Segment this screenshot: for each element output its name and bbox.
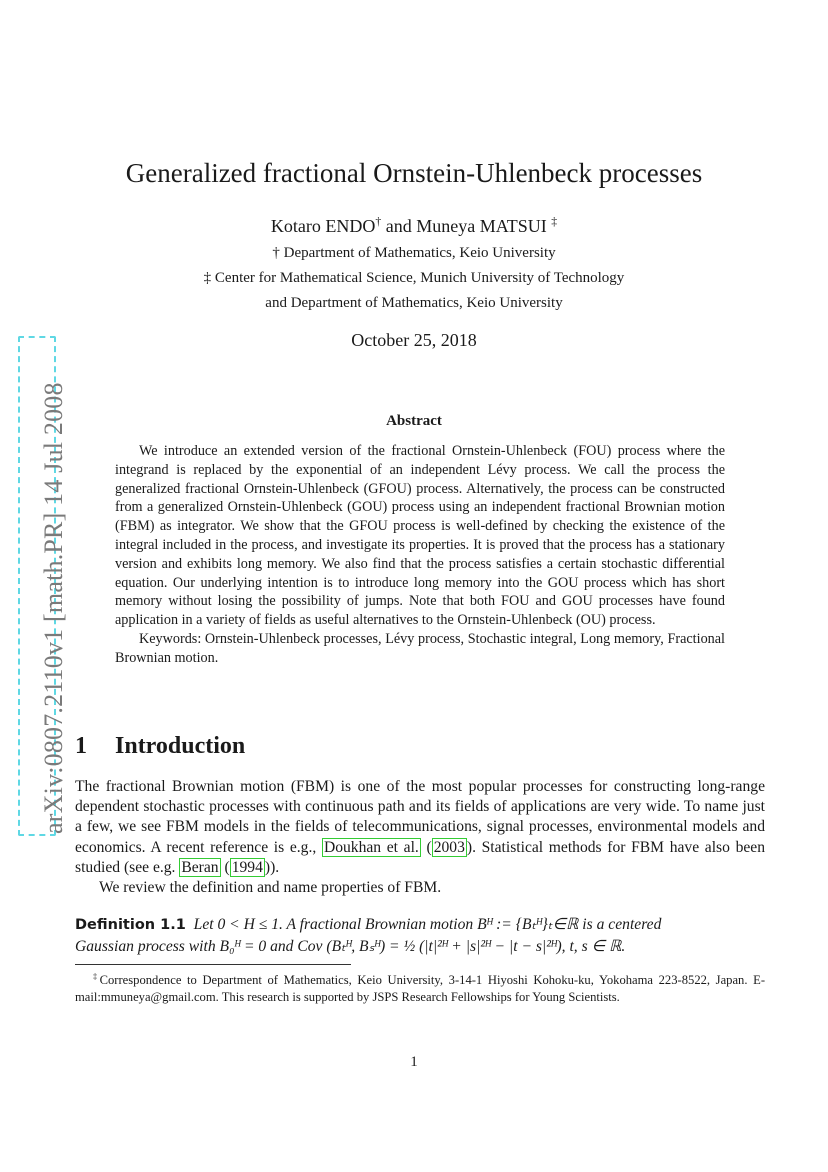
affiliation-3: and Department of Mathematics, Keio University (265, 295, 563, 311)
author-line (0, 215, 828, 237)
paper-title: Generalized fractional Ornstein-Uhlenbeck processes (125, 158, 703, 188)
page-number: 1 (410, 1054, 418, 1070)
section-title: Introduction (115, 733, 246, 759)
definition-text-1: Let 0 < H ≤ 1. A fractional Brownian motion Bᴴ := {Bₜᴴ}ₜ∈ℝ is a centered (193, 916, 662, 933)
footnote-mark: ‡ (93, 972, 100, 981)
citation-beran-year-link[interactable]: 1994 (231, 858, 263, 876)
citation-doukhan-year-link[interactable]: 2003 (433, 838, 465, 856)
definition-block (75, 914, 765, 957)
definition-line-1 (75, 914, 765, 936)
definition-text-2: Gaussian process with B₀ᴴ = 0 and Cov (Bₜᴴ, Bₛᴴ) = ½ (|t|²ᴴ + |s|²ᴴ − |t − s|²ᴴ), t, s ∈ ℝ. (75, 938, 626, 955)
definition-label: Definition 1.1 (75, 917, 186, 933)
section-heading (75, 733, 245, 760)
author-matsui: Muneya MATSUI (416, 216, 552, 236)
abstract-keywords: Keywords: Ornstein-Uhlenbeck processes, Lévy process, Stochastic integral, Long memory, Fractional Brownian motion. (115, 630, 725, 666)
author-endo: Kotaro ENDO (270, 216, 376, 236)
citation-paren: ). (466, 838, 476, 856)
abstract-heading: Abstract (386, 413, 442, 429)
abstract-text: We introduce an extended version of the fractional Ornstein-Uhlenbeck (FOU) process where the integrand is replaced by the exponential of an independent Lévy process. We call the process the generalized fractional Ornstein-Uhlenbeck (GFOU) process. Alternatively, the process can be constructed from a generalized Ornstein-Uhlenbeck (GOU) process using an independent fractional Brownian motion (FBM) as integrator. We show that the GFOU process is well-defined by checking the existence of the integral included in the process, and investigate its properties. It is proved that the process has a stationary version and exhibits long memory. We also find that the process satisfies a certain stochastic differential equation. Our underlying intention is to introduce long memory into the GOU process which has short memory without losing the possibility of jumps. Note that both FOU and GOU processes have found application in a variety of fields as useful alternatives to the Ornstein-Uhlenbeck (OU) process. (115, 443, 725, 629)
author-conjunction: and (381, 216, 417, 236)
citation-doukhan-link[interactable]: Doukhan et al. (323, 838, 419, 856)
arxiv-stamp-text[interactable]: arXiv:0807.2110v1 [math.PR] 14 Jul 2008 (39, 382, 68, 834)
footnote-rule (75, 964, 351, 965)
intro-body (75, 777, 765, 898)
intro-paragraph-2: We review the definition and name properties of FBM. (99, 879, 442, 897)
footnote-text: Correspondence to Department of Mathematics, Keio University, 3-14-1 Hiyoshi Kohoku-ku, Yokohama 223-8522, Japan. E-mail:mmuneya@gmail.com. This research is supported by JSPS Research Fellowships for Young Scientists. (75, 973, 766, 1005)
citation-paren: )). (264, 858, 280, 876)
intro-text-1a: The fractional Brownian motion (FBM) is one of the most popular processes for constructing long-range dependent stochastic processes with continuous path and its fields of applications are very wide. To name just a few, we see FBM models in the fields of telecommunications, signal processes, environmental models and economics. A recent reference is e.g., (75, 778, 765, 856)
citation-paren: ( (220, 858, 230, 876)
citation-paren: ( (420, 838, 432, 856)
author-endo-mark: † (375, 215, 382, 228)
footnote (75, 968, 765, 1006)
intro-text-1b: Statistical methods for FBM have also been studied (see e.g. (75, 838, 766, 876)
arxiv-stamp[interactable] (18, 336, 68, 834)
author-matsui-mark: ‡ (551, 215, 558, 228)
abstract-body (115, 442, 725, 668)
affiliation-1: † Department of Mathematics, Keio University (272, 245, 556, 261)
paper-date: October 25, 2018 (351, 330, 477, 350)
affiliation-2: ‡ Center for Mathematical Science, Munich University of Technology (203, 270, 625, 286)
intro-paragraph-1 (75, 777, 765, 878)
section-number: 1 (75, 733, 87, 759)
citation-beran-link[interactable]: Beran (181, 858, 219, 876)
